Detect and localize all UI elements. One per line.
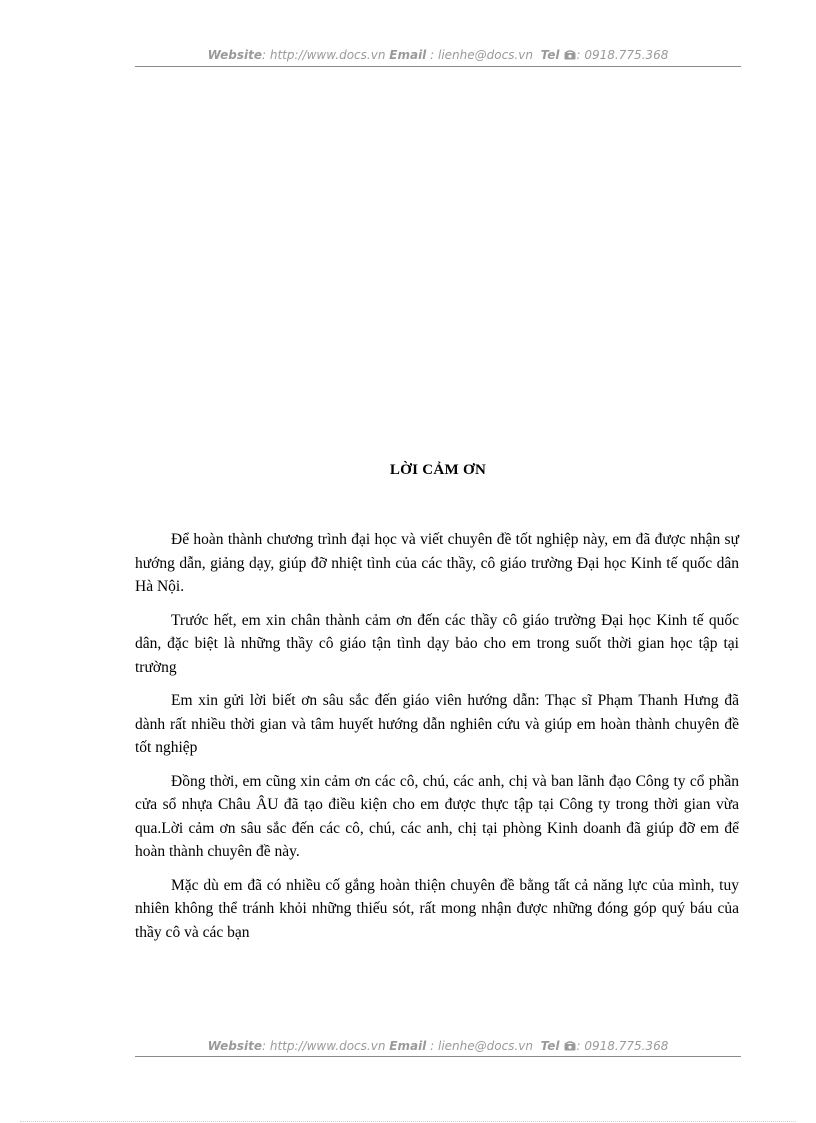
paragraph-5: Mặc dù em đã có nhiều cố gắng hoàn thiện chuyên đề bằng tất cả năng lực của mình, tuy nhiên không thể tránh khỏi những thiếu sót, rất mong nhận được những đóng góp quý báu của thầy cô và các bạn [135,876,739,941]
page-footer [135,1039,741,1053]
header-email-value[interactable]: : lienhe@docs.vn [430,48,533,62]
footer-email-label: Email [389,1039,427,1053]
footer-website-label: Website [207,1039,262,1053]
header-website-label: Website [207,48,262,62]
phone-icon [564,1040,576,1050]
phone-icon [564,49,576,59]
footer-rule [135,1056,741,1057]
page-edge-divider [20,1121,796,1122]
paragraph-4: Đồng thời, em cũng xin cảm ơn các cô, chú, các anh, chị và ban lãnh đạo Công ty cổ phần cửa sổ nhựa Châu ÂU đã tạo điều kiện cho em được thực tập tại Công ty trong thời gian vừa qua.Lời cảm ơn sâu sắc đến các cô, chú, các anh, chị tại phòng Kinh doanh đã giúp đỡ em để hoàn thành chuyên đề này. [135,772,739,860]
header-rule [135,66,741,67]
header-tel-label: Tel [540,48,560,62]
header-website-url[interactable]: : http://www.docs.vn [261,48,386,62]
footer-email-value[interactable]: : lienhe@docs.vn [430,1039,533,1053]
paragraph-3: Em xin gửi lời biết ơn sâu sắc đến giáo viên hướng dẫn: Thạc sĩ Phạm Thanh Hưng đã dành rất nhiều thời gian và tâm huyết hướng dẫn nghiên cứu và giúp em hoàn thành chuyên đề tốt nghiệp [135,692,739,756]
header-email-label: Email [389,48,427,62]
document-title: LỜI CẢM ƠN [389,462,487,478]
footer-website-url[interactable]: : http://www.docs.vn [261,1039,386,1053]
page-header [135,48,741,62]
paragraph-1: Để hoàn thành chương trình đại học và viết chuyên đề tốt nghiệp này, em đã được nhận sự hướng dẫn, giảng dạy, giúp đỡ nhiệt tình của các thầy, cô giáo trường Đại học Kinh tế quốc dân Hà Nội. [135,531,739,595]
paragraph-2: Trước hết, em xin chân thành cảm ơn đến các thầy cô giáo trường Đại học Kinh tế quốc dân, đặc biệt là những thầy cô giáo tận tình dạy bảo cho em trong suốt thời gian học tập tại trường [135,611,739,676]
document-body [135,528,739,954]
footer-tel-label: Tel [540,1039,560,1053]
header-tel-value: : 0918.775.368 [576,48,669,62]
footer-tel-value: : 0918.775.368 [576,1039,669,1053]
